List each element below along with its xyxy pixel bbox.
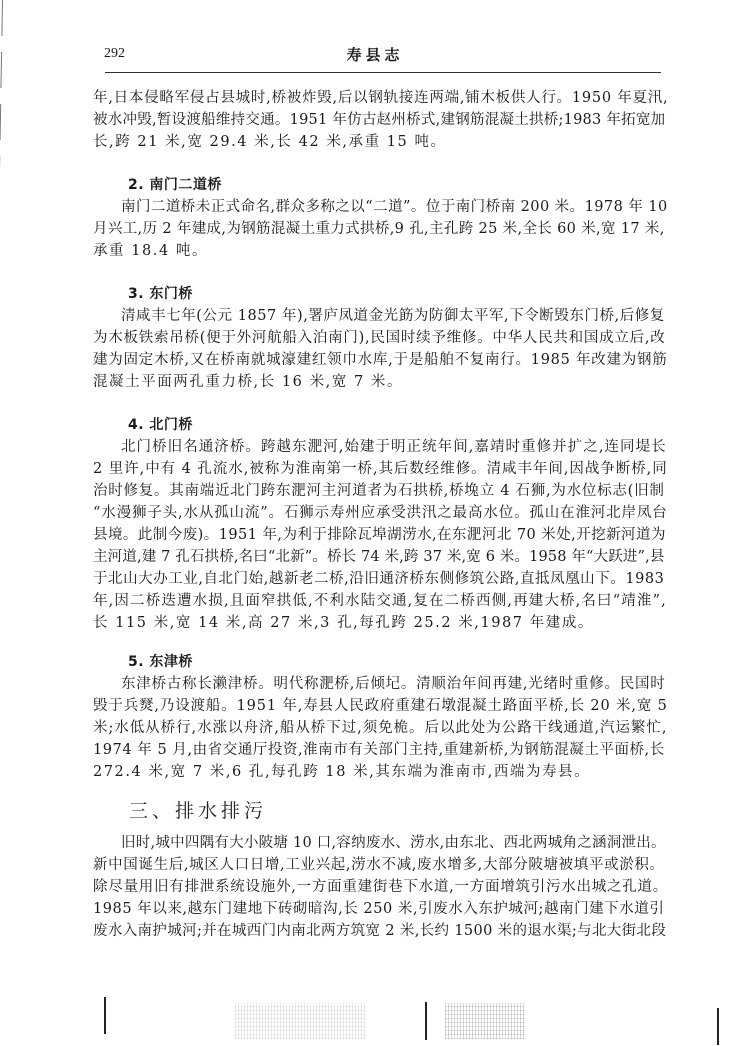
text-line: 毁于兵燹,乃设渡船。1951 年,寿县人民政府重建石墩混凝土路面平桥,长 20 米,宽 5 <box>93 698 668 714</box>
page-number: 292 <box>104 46 125 61</box>
text-line: 长,跨 21 米,宽 29.4 米,长 42 米,承重 15 吨。 <box>93 134 447 150</box>
scan-tick <box>425 1002 427 1040</box>
text-line: 废水入南护城河;并在城西门内南北两方筑宽 2 米,长约 1500 米的退水渠;与北大街北段 <box>93 923 667 939</box>
text-line: 清咸丰七年(公元 1857 年),署庐凤道金光筯为防御太平军,下令断毁东门桥,后修复 <box>121 308 665 324</box>
text-line: 月兴工,历 2 年建成,为钢筋混凝土重力式拱桥,9 孔,主孔跨 25 米,全长 60 米,宽 17 米, <box>93 221 665 237</box>
text-line: 2 里许,中有 4 孔流水,被称为淮南第一桥,其后数经维修。清咸丰年间,因战争断桥,同 <box>93 461 668 477</box>
text-line: 东津桥古称长濑津桥。明代称淝桥,后倾圮。清顺治年间再建,光绪时重修。民国时 <box>121 676 666 692</box>
text-line: 272.4 米,宽 7 米,6 孔,每孔跨 18 米,其东端为淮南市,西端为寿县。 <box>93 764 591 780</box>
text-line: 年,因二桥迭遭水损,且面窄拱低,不利水陆交通,复在二桥西侧,再建大桥,名曰“靖淮”, <box>93 593 667 609</box>
text-line: 治时修复。其南端近北门跨东淝河主河道者为石拱桥,桥堍立 4 石狮,为水位标志(旧制 <box>93 483 665 499</box>
text-line: 长 115 米,宽 14 米,高 27 米,3 孔,每孔跨 25.2 米,1987 年建成。 <box>93 615 594 631</box>
text-line: 除尽量用旧有排泄系统设施外,一方面重建街巷下水道,一方面增筑引污水出城之孔道。 <box>93 879 668 895</box>
text-line: 北门桥旧名通济桥。跨越东淝河,始建于明正统年间,嘉靖时重修并扩之,连同堤长 <box>121 439 667 455</box>
text-line: 新中国诞生后,城区人口日增,工业兴起,涝水不减,废水增多,大部分陂塘被填平或淤积。 <box>93 857 665 873</box>
scan-noise <box>445 1003 525 1039</box>
text-line: 建为固定木桥,又在桥南就城濠建红领巾水库,于是船舶不复南行。1985 年改建为钢筋 <box>93 352 668 368</box>
text-line: 于北山大办工业,自北门始,越新老二桥,沿旧通济桥东侧修筑公路,直抵凤凰山下。1983 <box>93 571 665 587</box>
text-line: “水漫狮子头,水从孤山流”。石狮示寿州应承受洪汛之最高水位。孤山在淮河北岸凤台 <box>93 505 668 521</box>
text-line: 米;水低从桥行,水涨以舟济,船从桥下过,须免桅。后以此处为公路干线通道,汽运繁忙, <box>93 720 668 736</box>
text-line: 1974 年 5 月,由省交通厅投资,淮南市有关部门主持,重建新桥,为钢筋混凝土平面桥,长 <box>93 742 665 758</box>
subsection-heading: 2. 南门二道桥 <box>128 177 222 193</box>
text-line: 为木板铁索吊桥(便于外河航船入泊南门),民国时续予维修。中华人民共和国成立后,改 <box>93 330 666 346</box>
scan-tick <box>717 1008 719 1045</box>
subsection-heading: 3. 东门桥 <box>128 286 193 302</box>
header-rule <box>105 72 661 73</box>
text-line: 被水冲毁,暂设渡船维持交通。1951 年仿古赵州桥式,建钢筋混凝土拱桥;1983 年拓宽加 <box>93 112 666 128</box>
text-line: 南门二道桥未正式命名,群众多称之以“二道”。位于南门桥南 200 米。1978 年 10 <box>121 199 668 215</box>
subsection-heading: 4. 北门桥 <box>128 417 193 433</box>
text-line: 承重 18.4 吨。 <box>93 243 209 259</box>
section-title: 三、排水排污 <box>129 800 268 822</box>
text-line: 混凝土平面两孔重力桥,长 16 米,宽 7 米。 <box>93 374 404 390</box>
text-line: 旧时,城中四隅有大小陂塘 10 口,容纳废水、涝水,由东北、西北两城角之涵洞泄出。 <box>121 835 666 851</box>
text-line: 年,日本侵略军侵占县城时,桥被炸毁,后以钢轨接连两端,铺木板供人行。1950 年夏汛, <box>93 90 669 106</box>
subsection-heading: 5. 东津桥 <box>128 654 193 670</box>
scan-edge-artifact <box>0 0 3 520</box>
scan-noise <box>235 1003 365 1039</box>
scan-tick <box>104 997 106 1034</box>
text-line: 主河道,建 7 孔石拱桥,名曰“北新”。桥长 74 米,跨 37 米,宽 6 米。1958 年“大跃进”,县 <box>93 549 665 565</box>
text-line: 1985 年以来,越东门建地下砖砌暗沟,长 250 米,引废水入东护城河;越南门建下水道引 <box>93 901 665 917</box>
running-title: 寿县志 <box>346 46 404 64</box>
text-line: 县境。此制今废)。1951 年,为利于排除瓦埠湖涝水,在东淝河北 70 米处,开挖新河道为 <box>93 527 666 543</box>
